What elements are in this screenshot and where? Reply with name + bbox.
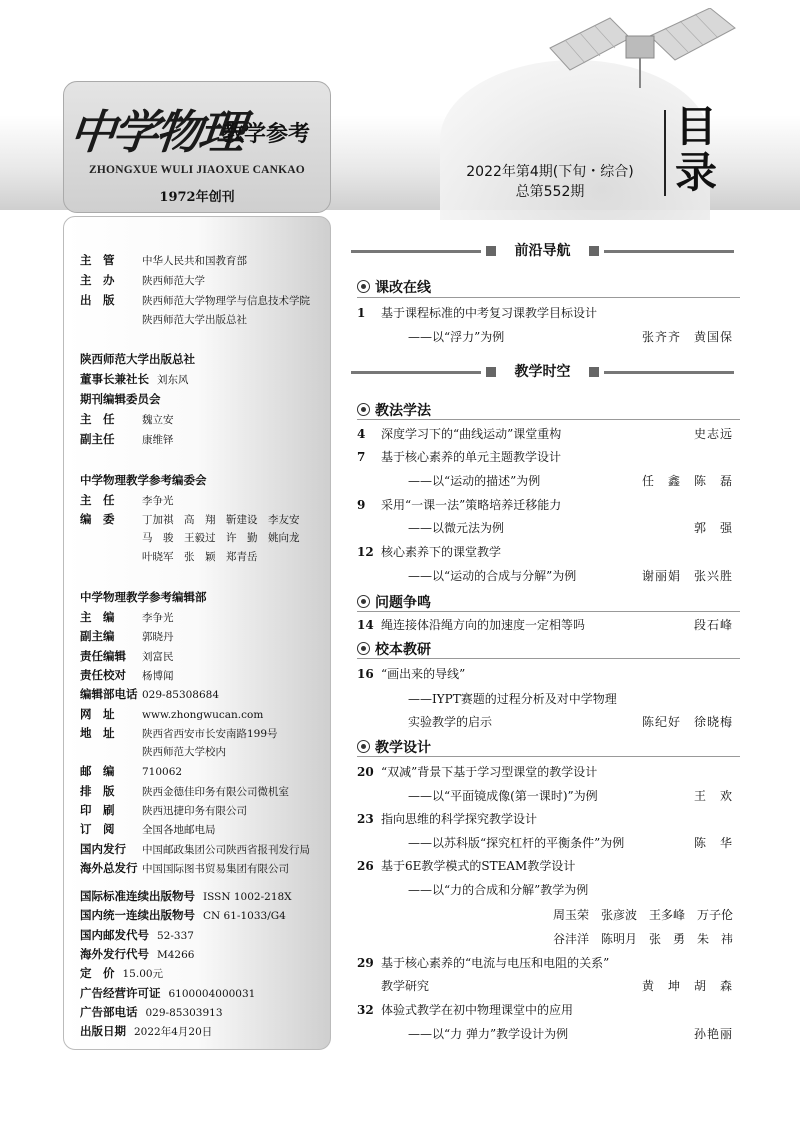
toc-entry[interactable]: 23 指向思维的科学探究教学设计 bbox=[357, 812, 538, 826]
toc-entry[interactable]: 14 绳连接体沿绳方向的加速度一定相等吗 段石峰 bbox=[357, 618, 733, 632]
publication-info-row bbox=[80, 1004, 223, 1020]
info-label: 编辑部电话 bbox=[80, 687, 138, 702]
satellite-icon bbox=[540, 8, 740, 98]
info-value: ISSN 1002-218X bbox=[203, 891, 292, 903]
author: 谷沣洋 陈明月 张 勇 朱 祎 bbox=[552, 932, 733, 946]
publication-info-row bbox=[80, 411, 174, 427]
info-label: 海外发行代号 bbox=[80, 946, 149, 961]
toc-entry[interactable]: 29 基于核心素养的“电流与电压和电阻的关系” bbox=[357, 956, 610, 970]
divider bbox=[357, 658, 740, 659]
info-value: 2022年4月20日 bbox=[134, 1026, 213, 1039]
author: 谢丽娟 张兴胜 bbox=[641, 569, 733, 583]
publication-info-row bbox=[80, 312, 247, 327]
section-banner-frontier bbox=[345, 241, 740, 261]
toc-entry[interactable]: 4 深度学习下的“曲线运动”课堂重构 史志远 bbox=[357, 427, 733, 441]
publication-info-row bbox=[80, 783, 289, 799]
publication-info-row bbox=[80, 272, 205, 288]
toc-entry-sub: ——以“浮力”为例 张齐齐 黄国保 bbox=[408, 330, 733, 344]
toc-entry-sub: ——以“运动的合成与分解”为例 谢丽娟 张兴胜 bbox=[408, 569, 733, 583]
toc-entry-sub: ——IYPT赛题的过程分析及对中学物理 bbox=[408, 692, 617, 706]
board-members-row bbox=[80, 530, 300, 545]
publication-info-row bbox=[80, 763, 182, 779]
toc-entry[interactable]: 9 采用“一课一法”策略培养迁移能力 bbox=[357, 498, 562, 512]
info-value: 15.00元 bbox=[122, 968, 164, 981]
category-heading: 问题争鸣 bbox=[357, 592, 431, 612]
info-value: 陕西省西安市长安南路199号 bbox=[142, 727, 278, 740]
info-label: 国内统一连续出版物号 bbox=[80, 908, 195, 923]
info-value: 康维铎 bbox=[142, 434, 174, 446]
publication-info-row bbox=[80, 946, 194, 962]
info-value: 陕西迅捷印务有限公司 bbox=[142, 805, 247, 817]
toc-entry[interactable]: 1 基于课程标准的中考复习课教学目标设计 bbox=[357, 306, 598, 320]
info-value: 马 骏 王毅过 许 勤 姚向龙 bbox=[142, 532, 300, 544]
toc-entry[interactable]: 12 核心素养下的课堂教学 bbox=[357, 545, 502, 559]
journal-logo-title: 中学物理 bbox=[66, 105, 245, 159]
info-value: 029-85303913 bbox=[145, 1006, 223, 1019]
publication-info-row bbox=[80, 431, 174, 447]
info-value: 叶晓军 张 颖 郑青岳 bbox=[142, 551, 258, 563]
issue-info bbox=[440, 162, 660, 202]
publication-info-row: 陕西师范大学出版总社 bbox=[80, 352, 195, 366]
toc-entry-sub: ——以“力 弹力”教学设计为例 孙艳丽 bbox=[408, 1027, 733, 1041]
founded-year: 1972年创刊 bbox=[159, 190, 235, 205]
divider bbox=[357, 419, 740, 420]
target-icon bbox=[357, 280, 370, 293]
toc-entry-sub: 实验教学的启示 陈纪好 徐晓梅 bbox=[408, 715, 733, 729]
info-value: 52-337 bbox=[157, 929, 194, 942]
info-label: 国内邮发代号 bbox=[80, 927, 149, 942]
toc-entry-sub: 教学研究 黄 坤 胡 森 bbox=[381, 979, 733, 993]
info-value: 029-85308684 bbox=[142, 689, 220, 702]
info-label: 国内发行 bbox=[80, 841, 126, 856]
info-label: 责任编辑 bbox=[80, 648, 126, 663]
divider bbox=[357, 611, 740, 612]
info-label: 定 价 bbox=[80, 966, 115, 981]
board-members-row bbox=[80, 511, 300, 527]
publication-info-row bbox=[80, 292, 310, 308]
info-label: 副主编 bbox=[80, 629, 115, 644]
info-label: 主 管 bbox=[80, 253, 115, 267]
publication-info-row bbox=[80, 965, 163, 981]
total-issue: 总第552期 bbox=[515, 184, 585, 200]
info-label: 主 任 bbox=[80, 412, 115, 426]
publication-info-row bbox=[80, 706, 263, 722]
info-label: 出 版 bbox=[80, 293, 115, 307]
info-label: 责任校对 bbox=[80, 667, 126, 682]
category-heading: 教学设计 bbox=[357, 737, 431, 757]
info-value: 陕西师范大学物理学与信息技术学院 bbox=[142, 295, 310, 307]
info-value: 全国各地邮电局 bbox=[142, 824, 216, 837]
info-value: 中国国际图书贸易集团有限公司 bbox=[142, 862, 289, 875]
info-label: 副主任 bbox=[80, 432, 115, 446]
toc-entry-sub: ——以微元法为例 郭 强 bbox=[408, 521, 733, 535]
info-value: 郭晓丹 bbox=[142, 631, 174, 644]
toc-entry[interactable]: 32 体验式教学在初中物理课堂中的应用 bbox=[357, 1003, 574, 1017]
target-icon bbox=[357, 642, 370, 655]
info-label: 国际标准连续出版物号 bbox=[80, 889, 195, 903]
info-label: 主 编 bbox=[80, 610, 115, 624]
toc-entry-sub: ——以“运动的描述”为例 任 鑫 陈 磊 bbox=[408, 474, 733, 488]
target-icon bbox=[357, 595, 370, 608]
info-value: 陕西师范大学 bbox=[142, 275, 205, 287]
publication-info-row bbox=[80, 252, 247, 268]
publication-info-row bbox=[80, 725, 278, 741]
publication-info-row: 中学物理教学参考编委会 bbox=[80, 473, 207, 487]
info-value: 6100004000031 bbox=[168, 987, 256, 1000]
info-value: 刘富民 bbox=[142, 650, 174, 663]
publication-info-row bbox=[80, 628, 174, 644]
toc-entry[interactable]: 16 “画出来的导线” bbox=[357, 667, 466, 681]
publication-info-row bbox=[80, 821, 216, 837]
info-label: 广告经营许可证 bbox=[80, 985, 161, 1000]
publication-info-row bbox=[80, 492, 174, 508]
publication-info-row bbox=[80, 907, 286, 923]
info-label: 董事长兼社长 bbox=[80, 372, 149, 386]
info-value: 陕西师范大学出版总社 bbox=[142, 314, 247, 326]
toc-entry[interactable]: 26 基于6E教学模式的STEAM教学设计 bbox=[357, 859, 576, 873]
author: 王 欢 bbox=[693, 789, 733, 803]
publication-info-row bbox=[80, 927, 194, 943]
publication-info-row: 期刊编辑委员会 bbox=[80, 392, 161, 406]
publication-info-row bbox=[80, 371, 189, 387]
section-title: 前沿导航 bbox=[514, 243, 571, 259]
target-icon bbox=[357, 403, 370, 416]
info-value: M4266 bbox=[157, 948, 195, 961]
info-value: 李争光 bbox=[142, 495, 174, 507]
toc-entry[interactable]: 7 基于核心素养的单元主题教学设计 bbox=[357, 450, 562, 464]
toc-entry[interactable]: 20 “双减”背景下基于学习型课堂的教学设计 bbox=[357, 765, 598, 779]
info-label: 地 址 bbox=[80, 725, 115, 740]
publication-info-row bbox=[80, 648, 174, 664]
board-members-row bbox=[80, 549, 258, 564]
info-value: 杨博闻 bbox=[142, 669, 174, 682]
info-value: 陕西师范大学校内 bbox=[142, 746, 226, 759]
publication-info-row bbox=[80, 888, 292, 904]
info-value: 中国邮政集团公司陕西省报刊发行局 bbox=[142, 843, 310, 856]
author: 孙艳丽 bbox=[693, 1027, 733, 1041]
info-label: 编 委 bbox=[80, 512, 115, 526]
journal-pinyin: ZHONGXUE WULI JIAOXUE CANKAO bbox=[89, 164, 305, 176]
info-label: 印 刷 bbox=[80, 803, 115, 817]
info-label: 网 址 bbox=[80, 706, 115, 721]
info-value: www.zhongwucan.com bbox=[142, 708, 264, 721]
publication-info-row bbox=[80, 802, 247, 818]
author: 段石峰 bbox=[693, 618, 733, 632]
info-value: 中华人民共和国教育部 bbox=[142, 255, 247, 267]
info-value: 刘东风 bbox=[157, 374, 189, 386]
category-heading: 课改在线 bbox=[357, 277, 431, 297]
info-label: 主 办 bbox=[80, 273, 115, 287]
author: 郭 强 bbox=[693, 521, 733, 535]
info-label: 海外总发行 bbox=[80, 860, 138, 875]
publication-info-row bbox=[80, 609, 174, 625]
journal-logo-subtitle: 教学参考 bbox=[222, 122, 311, 147]
publication-info-row bbox=[80, 841, 310, 857]
divider bbox=[357, 756, 740, 757]
info-label: 排 版 bbox=[80, 783, 115, 798]
publication-info-row bbox=[80, 744, 226, 759]
author: 陈纪好 徐晓梅 bbox=[641, 715, 733, 729]
info-label: 广告部电话 bbox=[80, 1004, 138, 1019]
section-title: 教学时空 bbox=[514, 364, 571, 380]
issue-line: 2022年第4期(下旬・综合) bbox=[466, 164, 634, 180]
info-value: 魏立安 bbox=[142, 414, 174, 426]
info-value: 丁加祺 高 翔 靳建设 李友安 bbox=[142, 514, 300, 526]
author: 史志远 bbox=[693, 427, 733, 441]
publication-info-row bbox=[80, 985, 255, 1001]
divider bbox=[357, 297, 740, 298]
publication-info-row bbox=[80, 1023, 212, 1039]
category-heading: 教法学法 bbox=[357, 400, 431, 420]
info-value: 陕西金德佳印务有限公司微机室 bbox=[142, 785, 289, 798]
publication-info-row: 中学物理教学参考编辑部 bbox=[80, 590, 207, 604]
toc-entry-sub: ——以“平面镜成像(第一课时)”为例 王 欢 bbox=[408, 789, 733, 803]
info-value: 李争光 bbox=[142, 612, 174, 624]
info-label: 出版日期 bbox=[80, 1024, 126, 1039]
info-value: 710062 bbox=[142, 766, 183, 779]
toc-entry-sub: ——以“力的合成和分解”教学为例 bbox=[408, 883, 589, 897]
section-banner-teaching bbox=[345, 362, 740, 382]
info-label: 主 任 bbox=[80, 493, 115, 507]
contents-heading: 目录 bbox=[674, 102, 717, 197]
info-value: CN 61-1033/G4 bbox=[203, 910, 286, 923]
info-label: 邮 编 bbox=[80, 764, 115, 779]
author: 黄 坤 胡 森 bbox=[641, 979, 733, 993]
info-label: 订 阅 bbox=[80, 822, 115, 837]
toc-entry-sub: ——以苏科版“探究杠杆的平衡条件”为例 陈 华 bbox=[408, 836, 733, 850]
mulu-divider bbox=[664, 110, 666, 196]
publication-info-row bbox=[80, 686, 219, 702]
publication-info-row bbox=[80, 667, 174, 683]
target-icon bbox=[357, 740, 370, 753]
author: 陈 华 bbox=[693, 836, 733, 850]
author: 任 鑫 陈 磊 bbox=[641, 474, 733, 488]
author: 张齐齐 黄国保 bbox=[641, 330, 733, 344]
publication-info-row bbox=[80, 860, 289, 876]
author: 周玉荣 张彦波 王多峰 万子伦 bbox=[552, 908, 733, 922]
category-heading: 校本教研 bbox=[357, 639, 431, 659]
